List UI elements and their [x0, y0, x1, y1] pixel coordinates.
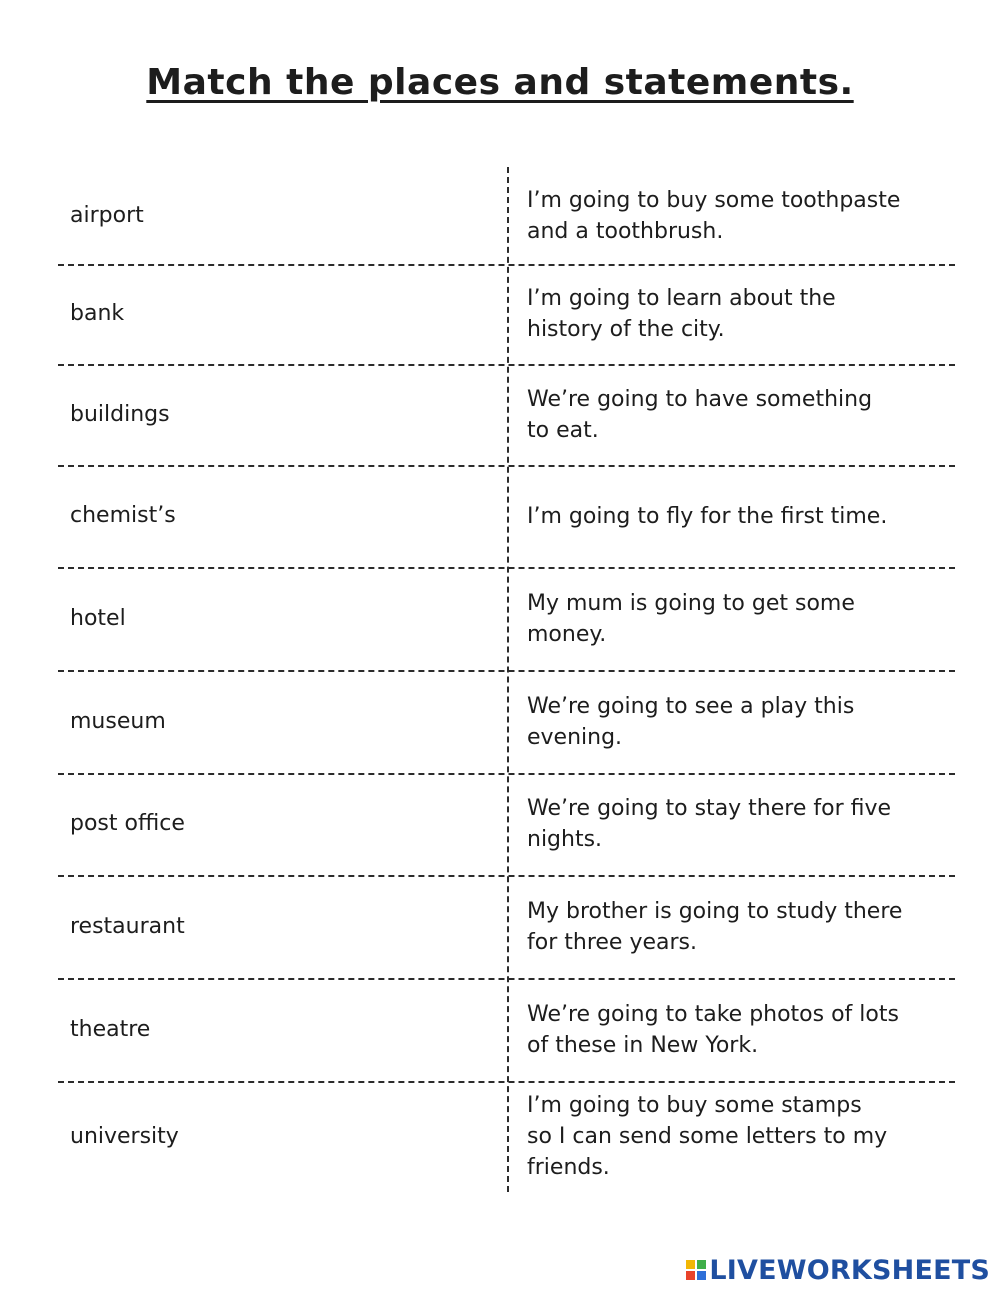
statement-line: My mum is going to get some — [527, 590, 855, 616]
statement-line: We’re going to take photos of lots — [527, 1001, 899, 1027]
statement — [527, 896, 942, 958]
place-label: post office — [70, 811, 185, 836]
statement-line: I’m going to fly for the first time. — [527, 503, 888, 529]
place-label: museum — [70, 708, 166, 734]
statement-line: and a toothbrush. — [527, 218, 724, 244]
row-separator — [58, 567, 955, 569]
statement — [527, 588, 942, 650]
row-separator — [58, 1081, 955, 1083]
place-label: chemist’s — [70, 503, 176, 528]
place-label: airport — [70, 202, 144, 228]
place-label: hotel — [70, 605, 126, 631]
statement-line: We’re going to see a play this — [527, 693, 855, 719]
statement-line: nights. — [527, 827, 603, 852]
statement-line: money. — [527, 621, 607, 647]
statement-line: I’m going to learn about the — [527, 286, 836, 311]
row-separator — [58, 264, 955, 266]
statement-line: I’m going to buy some stamps — [527, 1093, 862, 1118]
column-divider — [507, 167, 509, 1192]
statement — [527, 384, 942, 446]
statement — [527, 1090, 942, 1183]
row-separator — [58, 364, 955, 366]
row-separator — [58, 670, 955, 672]
place-label: theatre — [70, 1016, 151, 1042]
statement-line: for three years. — [527, 929, 697, 955]
liveworksheets-logo-icon — [686, 1260, 706, 1280]
worksheet-title-text: Match the places and statements. — [146, 62, 854, 103]
statement-line: so I can send some letters to my — [527, 1124, 888, 1149]
statement — [527, 691, 942, 753]
row-separator — [58, 465, 955, 467]
place-label: buildings — [70, 401, 170, 427]
row-separator — [58, 875, 955, 877]
worksheet-title — [0, 62, 1000, 103]
statement — [527, 501, 942, 532]
place-label: university — [70, 1123, 179, 1149]
statement — [527, 999, 942, 1061]
statement-line: evening. — [527, 724, 623, 750]
statement-line: My brother is going to study there — [527, 898, 903, 924]
statement-line: of these in New York. — [527, 1032, 759, 1058]
row-separator — [58, 773, 955, 775]
statement-line: I’m going to buy some toothpaste — [527, 187, 901, 213]
statement-line: to eat. — [527, 417, 599, 443]
place-label: bank — [70, 301, 125, 326]
statement — [527, 185, 942, 247]
statement-line: friends. — [527, 1155, 610, 1180]
logo-text: LIVEWORKSHEETS — [709, 1254, 990, 1286]
statement-line: history of the city. — [527, 317, 725, 342]
row-separator — [58, 978, 955, 980]
liveworksheets-logo — [686, 1254, 990, 1286]
statement-line: We’re going to stay there for five — [527, 796, 892, 821]
statement — [527, 793, 942, 855]
statement-line: We’re going to have something — [527, 386, 873, 412]
statement — [527, 283, 942, 345]
place-label: restaurant — [70, 913, 185, 939]
